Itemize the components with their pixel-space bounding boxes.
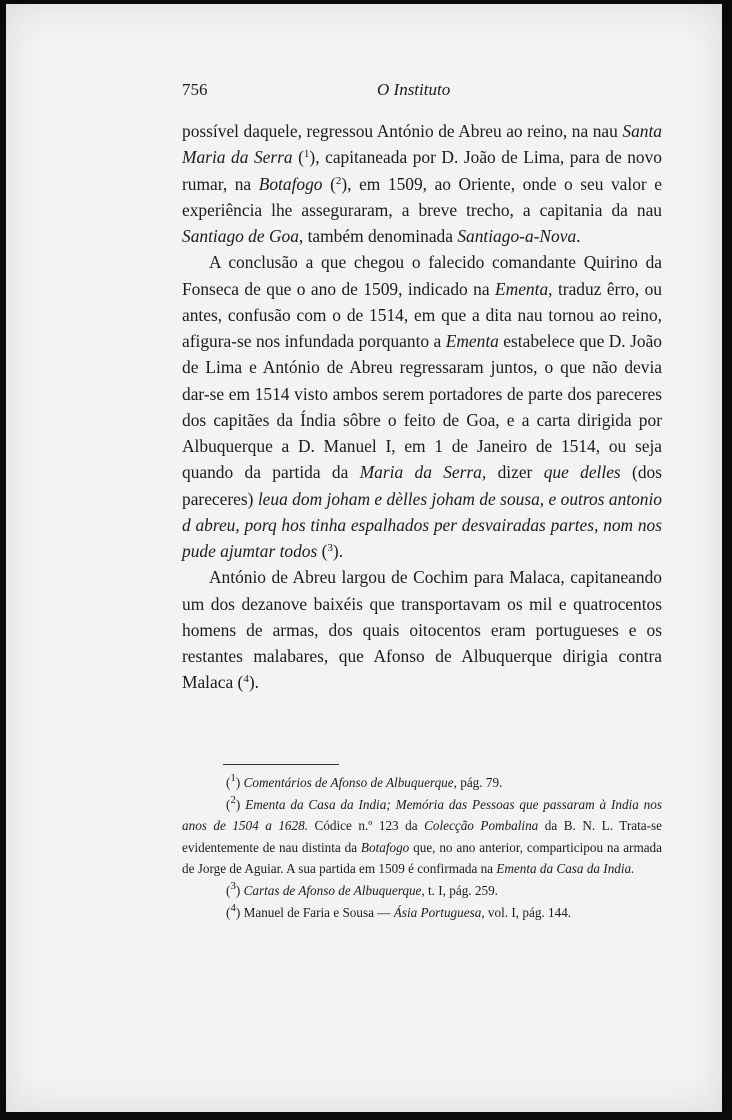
- book-page: [6, 4, 722, 1112]
- paragraph-2: A conclusão a que chegou o falecido comandante Quirino da Fonseca de que o ano de 1509, indicado na Ementa, traduz êrro, ou antes, confusão com o de 1514, em que a dita nau tornou ao reino, afigura-se nos infundada porquanto a Ementa estabelece que D. João de Lima e António de Abreu regressaram juntos, o que não devia dar-se em 1514 visto ambos serem portadores de parte dos pareceres dos capitães da Índia sôbre o feito de Goa, e a carta dirigida por Albuquerque a D. Manuel I, em 1 de Janeiro de 1514, ou seja quando da partida da Maria da Serra, dizer que delles (dos pareceres) leua dom joham e dèlles joham de sousa, e outros antonio d abreu, porq hos tinha espalhados per desvairadas partes, nom nos pude ajumtar todos ($^3$).: [182, 252, 663, 561]
- running-title: O Instituto: [377, 80, 451, 99]
- page-number: 756: [182, 80, 208, 99]
- footnote-ref-1: 1: [303, 148, 310, 161]
- footnote-2: ($^2$) Ementa da Casa da India; Memória das Pessoas que passaram à India nos anos de 1504 a 1628. Códice n.º 123 da Colecção Pombalina da B. N. L. Trata-se evidentemente de nau distinta da Botafogo que, no ano anterior, comparticipou na armada de Jorge de Aguiar. A sua partida em 1509 é confirmada na Ementa da Casa da India.: [182, 793, 663, 877]
- footnote-ref-3: 3: [327, 542, 333, 554]
- footnote-ref-2: 2: [335, 174, 342, 187]
- quoted-letter: leua dom joham e dèlles joham de sousa, e outros antonio d abreu, porq hos tinha espalhados per desvairadas partes, nom nos pude ajumtar todos: [182, 488, 663, 561]
- body-text: [182, 118, 662, 696]
- footnote-4: ($^4$) Manuel de Faria e Sousa — Ásia Portuguesa, vol. I, pág. 144.: [226, 901, 572, 920]
- page-header: [182, 80, 662, 102]
- footnotes: [182, 772, 662, 923]
- footnote-divider: [223, 764, 339, 765]
- paragraph-3: António de Abreu largou de Cochim para Malaca, capitaneando um dos dezanove baixéis que transportavam os mil e quatrocentos homens de armas, dos quais oitocentos eram portugueses e os restantes malabares, que Afonso de Albuquerque dirigia contra Malaca ($^4$).: [182, 567, 662, 693]
- paragraph-1: possível daquele, regressou António de Abreu ao reino, na nau Santa Maria da Serra ($^1$), capitaneada por D. João de Lima, para de novo rumar, na Botafogo ($^2$), em 1509, ao Oriente, onde o seu valor e experiência lhe asseguraram, a breve trecho, a capitania da nau Santiago de Goa, também denominada Santiago-a-Nova.: [182, 121, 663, 246]
- footnote-3: ($^3$) Cartas de Afonso de Albuquerque, t. I, pág. 259.: [226, 879, 498, 898]
- footnote-ref-4: 4: [243, 673, 249, 686]
- footnote-1: ($^1$) Comentários de Afonso de Albuquerque, pág. 79.: [226, 772, 503, 790]
